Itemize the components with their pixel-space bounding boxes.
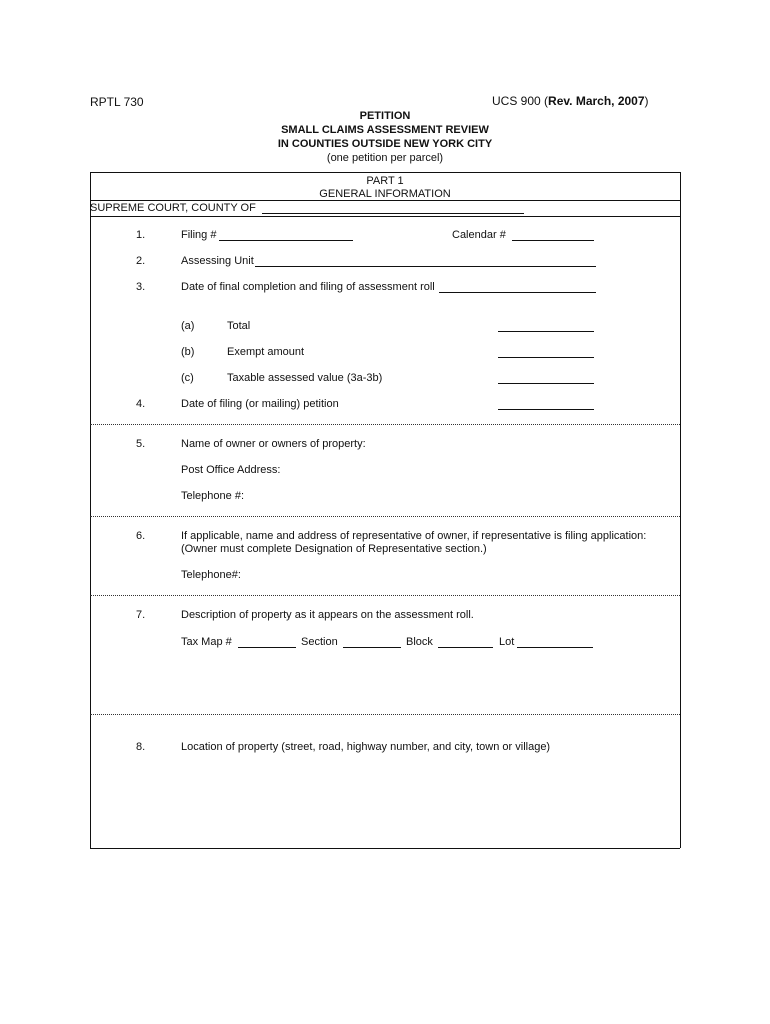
revision-info	[492, 94, 649, 108]
exempt-amount-field[interactable]	[498, 357, 594, 358]
box-right-border	[680, 172, 681, 848]
tax-map-field[interactable]	[238, 647, 296, 648]
property-location-label: Location of property (street, road, highway number, and city, town or village)	[181, 741, 551, 753]
item5-number: 5.	[136, 438, 146, 450]
item2-number: 2.	[136, 255, 146, 267]
title-petition: PETITION	[359, 110, 411, 122]
section-divider-1	[90, 424, 680, 425]
property-description-label: Description of property as it appears on the assessment roll.	[181, 609, 474, 621]
filing-number-field[interactable]	[219, 240, 353, 241]
calendar-number-field[interactable]	[512, 240, 594, 241]
lot-field[interactable]	[517, 647, 593, 648]
ucs-prefix: UCS 900 (	[492, 94, 549, 108]
item7-number: 7.	[136, 609, 146, 621]
petition-date-label: Date of filing (or mailing) petition	[181, 398, 339, 410]
block-label: Block	[406, 636, 433, 648]
section-divider-2	[90, 516, 680, 517]
section-field[interactable]	[343, 647, 401, 648]
part1-heading: PART 1	[366, 175, 404, 187]
item3a-number: (a)	[181, 320, 195, 332]
taxable-value-label: Taxable assessed value (3a-3b)	[227, 372, 383, 384]
part1-divider	[90, 200, 680, 201]
exempt-amount-label: Exempt amount	[227, 346, 305, 358]
assessment-roll-date-field[interactable]	[439, 292, 596, 293]
taxable-value-field[interactable]	[498, 383, 594, 384]
item8-number: 8.	[136, 741, 146, 753]
tax-map-label: Tax Map #	[181, 636, 232, 648]
assessment-roll-date-label: Date of final completion and filing of assessment roll	[181, 281, 435, 293]
petition-date-field[interactable]	[498, 409, 594, 410]
total-field[interactable]	[498, 331, 594, 332]
ucs-suffix: )	[644, 94, 649, 108]
item4-number: 4.	[136, 398, 146, 410]
filing-label: Filing #	[181, 229, 217, 241]
title-note: (one petition per parcel)	[326, 152, 444, 164]
court-label: SUPREME COURT, COUNTY OF	[90, 202, 256, 214]
box-top-border	[90, 172, 680, 173]
part1-subheading: GENERAL INFORMATION	[319, 188, 451, 200]
title-counties: IN COUNTIES OUTSIDE NEW YORK CITY	[277, 138, 493, 150]
section-divider-3	[90, 595, 680, 596]
title-small-claims: SMALL CLAIMS ASSESSMENT REVIEW	[281, 124, 489, 136]
item6-number: 6.	[136, 530, 146, 542]
calendar-label: Calendar #	[452, 229, 506, 241]
item1-number: 1.	[136, 229, 146, 241]
court-county-field[interactable]	[262, 213, 524, 214]
court-divider	[90, 216, 680, 217]
representative-note: (Owner must complete Designation of Representative section.)	[181, 543, 487, 555]
owner-name-label: Name of owner or owners of property:	[181, 438, 366, 450]
revision-date: Rev. March, 2007	[548, 94, 645, 108]
section-divider-4	[90, 714, 680, 715]
item3-number: 3.	[136, 281, 146, 293]
assessing-unit-field[interactable]	[255, 266, 596, 267]
item3c-number: (c)	[181, 372, 194, 384]
total-label: Total	[227, 320, 251, 332]
box-left-border	[90, 172, 91, 848]
form-code: RPTL 730	[90, 95, 144, 109]
representative-telephone-label: Telephone#:	[181, 569, 241, 581]
block-field[interactable]	[438, 647, 493, 648]
assessing-unit-label: Assessing Unit	[181, 255, 254, 267]
post-office-address-label: Post Office Address:	[181, 464, 281, 476]
owner-telephone-label: Telephone #:	[181, 490, 244, 502]
lot-label: Lot	[499, 636, 515, 648]
box-bottom-border	[90, 848, 680, 849]
item3b-number: (b)	[181, 346, 195, 358]
section-label: Section	[301, 636, 338, 648]
representative-label: If applicable, name and address of representative of owner, if representative is filing application:	[181, 530, 647, 542]
